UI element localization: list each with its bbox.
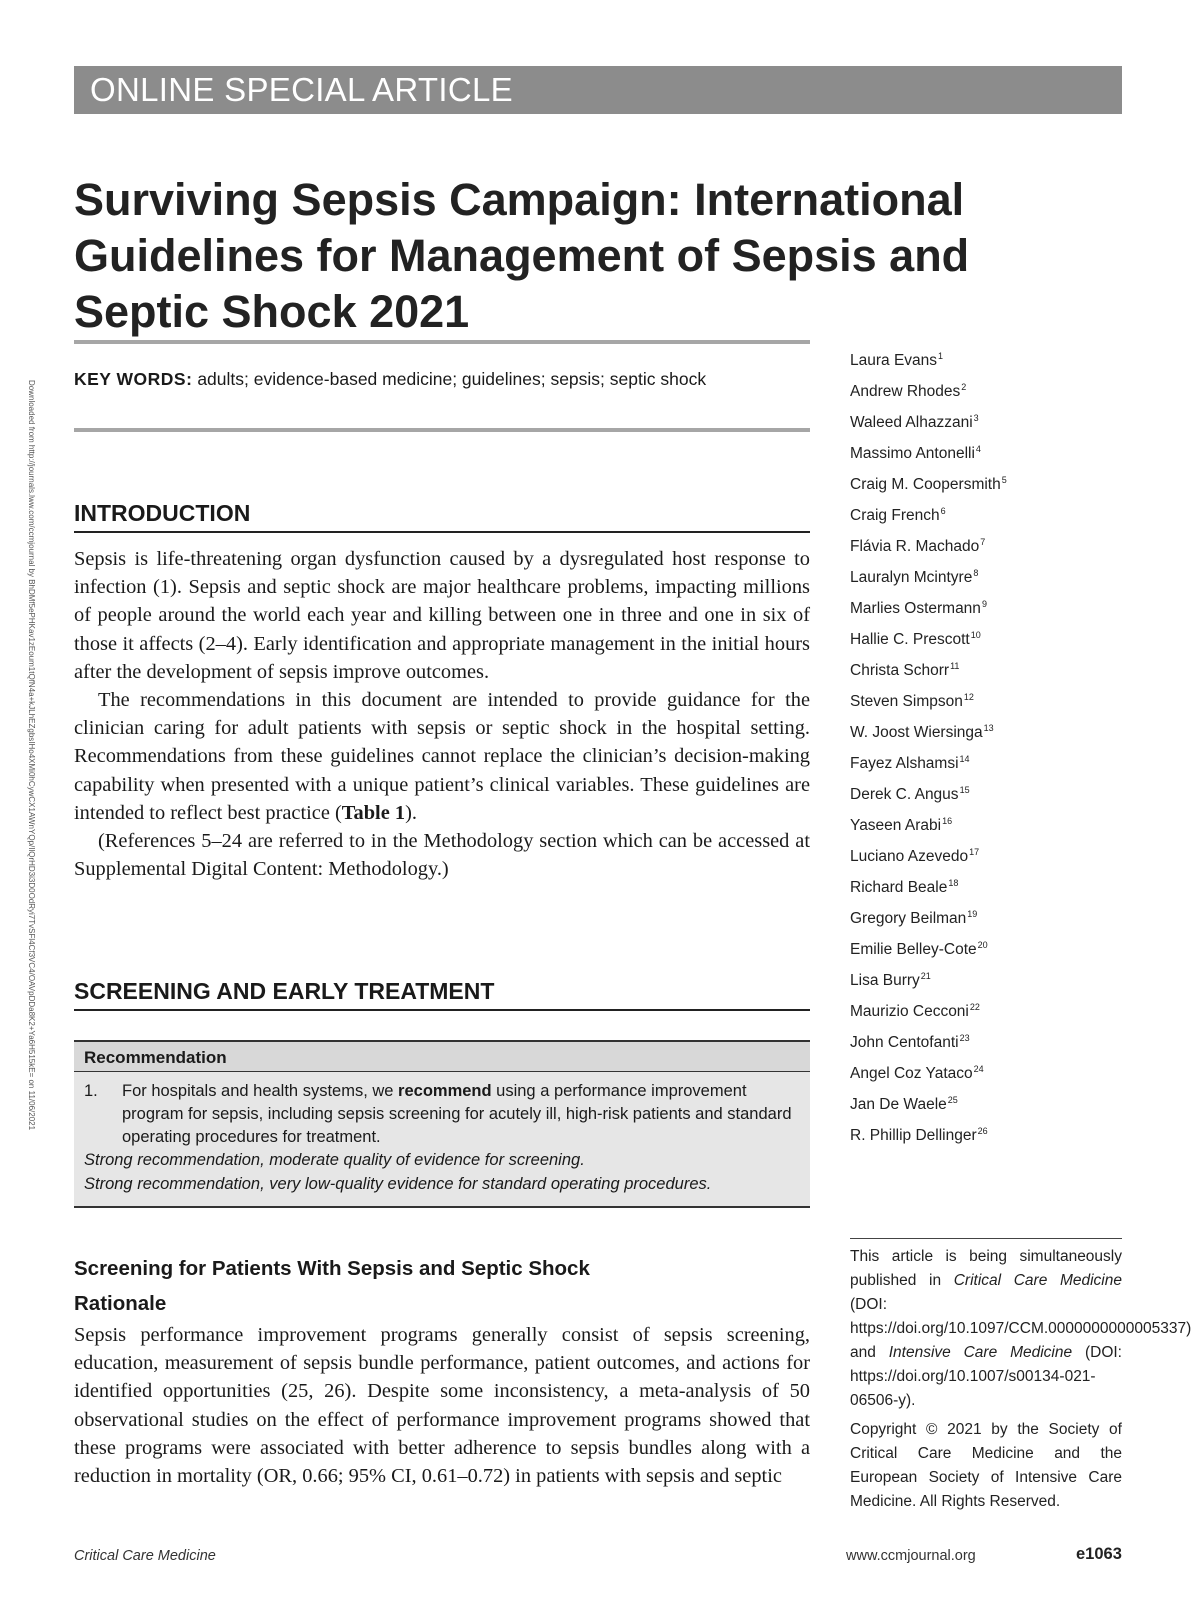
author-item bbox=[850, 724, 1110, 755]
author-item bbox=[850, 476, 1110, 507]
footer-journal-url[interactable]: www.ccmjournal.org bbox=[846, 1548, 976, 1564]
author-name: Jan De Waele bbox=[850, 1096, 947, 1113]
rationale-body bbox=[74, 1321, 810, 1490]
author-name: R. Phillip Dellinger bbox=[850, 1127, 977, 1144]
table-1-reference[interactable]: Table 1 bbox=[341, 801, 406, 824]
author-item bbox=[850, 1096, 1110, 1127]
author-name: Luciano Azevedo bbox=[850, 848, 969, 865]
publication-note-text-1: This article is being simultaneously published in bbox=[850, 1248, 1122, 1289]
journal-name-1: Critical Care Medicine bbox=[953, 1272, 1122, 1289]
author-item bbox=[850, 569, 1110, 600]
author-name: Gregory Beilman bbox=[850, 910, 967, 927]
screening-subheading: Screening for Patients With Sepsis and Septic Shock bbox=[74, 1257, 590, 1280]
introduction-body bbox=[74, 545, 810, 883]
intro-paragraph-2-end: ). bbox=[405, 801, 417, 824]
author-name: Marlies Ostermann bbox=[850, 600, 981, 617]
author-item bbox=[850, 414, 1110, 445]
author-item bbox=[850, 507, 1110, 538]
author-item bbox=[850, 1003, 1110, 1034]
author-item bbox=[850, 786, 1110, 817]
author-name: Derek C. Angus bbox=[850, 786, 959, 803]
sidebar-divider bbox=[850, 1238, 1122, 1239]
author-item bbox=[850, 383, 1110, 414]
keywords-label: KEY WORDS: bbox=[74, 369, 193, 389]
recommendation-text bbox=[122, 1080, 800, 1149]
author-affiliation-number: 12 bbox=[963, 692, 974, 702]
author-item bbox=[850, 631, 1110, 662]
intro-paragraph-1: Sepsis is life-threatening organ dysfunction caused by a dysregulated host response to infection (1). Sepsis and septic shock are major healthcare problems, impacting millions of people around the world each year and killing between one in three and one in six of those it affects (2–4). Early identification and appropriate management in the initial hours after the development of sepsis improve outcomes. bbox=[74, 548, 810, 683]
author-name: Andrew Rhodes bbox=[850, 383, 961, 400]
article-title bbox=[74, 172, 1074, 340]
author-name: Craig M. Coopersmith bbox=[850, 476, 1001, 493]
article-type-label: ONLINE SPECIAL ARTICLE bbox=[90, 71, 513, 108]
author-affiliation-number: 6 bbox=[940, 506, 946, 516]
introduction-heading: INTRODUCTION bbox=[74, 500, 810, 533]
author-affiliation-number: 4 bbox=[975, 444, 981, 454]
author-affiliation-number: 11 bbox=[950, 661, 960, 671]
author-name: Fayez Alshamsi bbox=[850, 755, 959, 772]
download-note: Downloaded from http://journals.lww.com/ccmjournal by BhDMf5ePHKav1zEoum1tQfN4a+kJLhEZgbsIHo4XMi0hCywCX1AWnYQp/IlQrHD3i3D0OdRyi7TvSFl4Cf3VC4/OAVpDDa8K2+Ya6H515kE= on 11/06/2021 bbox=[27, 380, 36, 1131]
title-line-3: Septic Shock 2021 bbox=[74, 286, 470, 337]
recommendation-strength-2: Strong recommendation, very low-quality evidence for standard operating procedures. bbox=[84, 1174, 712, 1193]
author-affiliation-number: 21 bbox=[920, 971, 931, 981]
author-affiliation-number: 26 bbox=[977, 1126, 988, 1136]
author-item bbox=[850, 817, 1110, 848]
recommend-emphasis: recommend bbox=[398, 1082, 492, 1100]
article-type-banner bbox=[74, 66, 1122, 114]
author-affiliation-number: 15 bbox=[959, 785, 970, 795]
author-name: Lisa Burry bbox=[850, 972, 920, 989]
download-watermark bbox=[24, 380, 38, 1200]
screening-heading: SCREENING AND EARLY TREATMENT bbox=[74, 978, 810, 1011]
author-item bbox=[850, 941, 1110, 972]
author-affiliation-number: 17 bbox=[969, 847, 980, 857]
footer-journal-name: Critical Care Medicine bbox=[74, 1548, 216, 1564]
title-divider bbox=[74, 340, 810, 344]
author-name: Lauralyn Mcintyre bbox=[850, 569, 973, 586]
author-list bbox=[850, 352, 1110, 1158]
recommendation-text-b: using a performance improvement program for sepsis, including sepsis screening for acutely ill, high-risk patients and standard operating procedures for treatment. bbox=[122, 1082, 792, 1146]
author-affiliation-number: 19 bbox=[967, 909, 978, 919]
author-affiliation-number: 14 bbox=[959, 754, 970, 764]
publication-note-text-2: (DOI: https://doi.org/10.1097/CCM.0000000000005337) and bbox=[850, 1296, 1192, 1361]
recommendation-box bbox=[74, 1040, 810, 1208]
copyright-notice: Copyright © 2021 by the Society of Critical Care Medicine and the European Society of Intensive Care Medicine. All Rights Reserved. bbox=[850, 1421, 1122, 1510]
title-line-2: Guidelines for Management of Sepsis and bbox=[74, 230, 970, 281]
author-item bbox=[850, 879, 1110, 910]
rationale-heading: Rationale bbox=[74, 1292, 167, 1315]
author-affiliation-number: 7 bbox=[980, 537, 986, 547]
author-name: Richard Beale bbox=[850, 879, 948, 896]
author-item bbox=[850, 538, 1110, 569]
recommendation-header: Recommendation bbox=[74, 1040, 810, 1072]
author-item bbox=[850, 755, 1110, 786]
author-affiliation-number: 24 bbox=[973, 1064, 984, 1074]
author-item bbox=[850, 445, 1110, 476]
author-item bbox=[850, 1034, 1110, 1065]
recommendation-item bbox=[74, 1072, 810, 1149]
author-affiliation-number: 22 bbox=[969, 1002, 980, 1012]
author-item bbox=[850, 972, 1110, 1003]
author-item bbox=[850, 1065, 1110, 1096]
author-name: Christa Schorr bbox=[850, 662, 950, 679]
author-name: Angel Coz Yataco bbox=[850, 1065, 973, 1082]
author-name: Steven Simpson bbox=[850, 693, 963, 710]
author-item bbox=[850, 693, 1110, 724]
intro-paragraph-3: (References 5–24 are referred to in the Methodology section which can be accessed at Supplemental Digital Content: Methodology.) bbox=[74, 830, 810, 881]
author-name: Emilie Belley-Cote bbox=[850, 941, 977, 958]
author-name: Flávia R. Machado bbox=[850, 538, 980, 555]
author-name: Waleed Alhazzani bbox=[850, 414, 973, 431]
author-item bbox=[850, 910, 1110, 941]
publication-note bbox=[850, 1245, 1192, 1413]
keywords-divider bbox=[74, 428, 810, 432]
author-name: Massimo Antonelli bbox=[850, 445, 975, 462]
intro-paragraph-2 bbox=[74, 686, 810, 827]
recommendation-number: 1. bbox=[84, 1082, 98, 1100]
page-number: e1063 bbox=[1076, 1545, 1122, 1563]
author-name: John Centofanti bbox=[850, 1034, 959, 1051]
author-name: Laura Evans bbox=[850, 352, 938, 369]
author-name: W. Joost Wiersinga bbox=[850, 724, 983, 741]
intro-paragraph-2-text: The recommendations in this document are intended to provide guidance for the clinician caring for adult patients with sepsis or septic shock in the hospital setting. Recommendations from these guidelines cannot replace the clinician’s decision-making capability when presented with a unique patient’s clinical variables. These guidelines are intended to reflect best practice ( bbox=[74, 689, 810, 824]
author-affiliation-number: 8 bbox=[973, 568, 979, 578]
author-item bbox=[850, 848, 1110, 879]
author-affiliation-number: 5 bbox=[1001, 475, 1007, 485]
recommendation-text-a: For hospitals and health systems, we bbox=[122, 1082, 399, 1100]
author-affiliation-number: 18 bbox=[948, 878, 959, 888]
author-affiliation-number: 13 bbox=[983, 723, 994, 733]
keywords-text: adults; evidence-based medicine; guidelines; sepsis; septic shock bbox=[197, 369, 707, 389]
author-name: Hallie C. Prescott bbox=[850, 631, 970, 648]
author-affiliation-number: 20 bbox=[977, 940, 988, 950]
rationale-paragraph: Sepsis performance improvement programs generally consist of sepsis screening, education, measurement of sepsis bundle performance, patient outcomes, and actions for identified opportunities (25, 26). Despite some inconsistency, a meta-analysis of 50 observational studies on the effect of performance improvement programs showed that these programs were associated with better adherence to sepsis bundles along with a reduction in mortality (OR, 0.66; 95% CI, 0.61–0.72) in patients with sepsis and septic bbox=[74, 1324, 810, 1488]
author-affiliation-number: 16 bbox=[942, 816, 953, 826]
author-affiliation-number: 23 bbox=[959, 1033, 970, 1043]
keywords bbox=[74, 367, 810, 391]
title-line-1: Surviving Sepsis Campaign: International bbox=[74, 174, 965, 225]
author-name: Craig French bbox=[850, 507, 940, 524]
author-affiliation-number: 25 bbox=[947, 1095, 958, 1105]
publication-note-text-3: (DOI: https://doi.org/10.1007/s00134-021-06506-y). bbox=[850, 1344, 1122, 1409]
author-item bbox=[850, 1127, 1110, 1158]
author-name: Maurizio Cecconi bbox=[850, 1003, 969, 1020]
author-affiliation-number: 10 bbox=[970, 630, 981, 640]
author-affiliation-number: 9 bbox=[981, 599, 987, 609]
author-name: Yaseen Arabi bbox=[850, 817, 942, 834]
author-affiliation-number: 1 bbox=[938, 351, 944, 361]
author-affiliation-number: 2 bbox=[961, 382, 967, 392]
author-item bbox=[850, 352, 1110, 383]
author-item bbox=[850, 600, 1110, 631]
author-item bbox=[850, 662, 1110, 693]
journal-name-2: Intensive Care Medicine bbox=[888, 1344, 1073, 1361]
author-affiliation-number: 3 bbox=[973, 413, 979, 423]
recommendation-strength-1: Strong recommendation, moderate quality of evidence for screening. bbox=[84, 1151, 585, 1169]
